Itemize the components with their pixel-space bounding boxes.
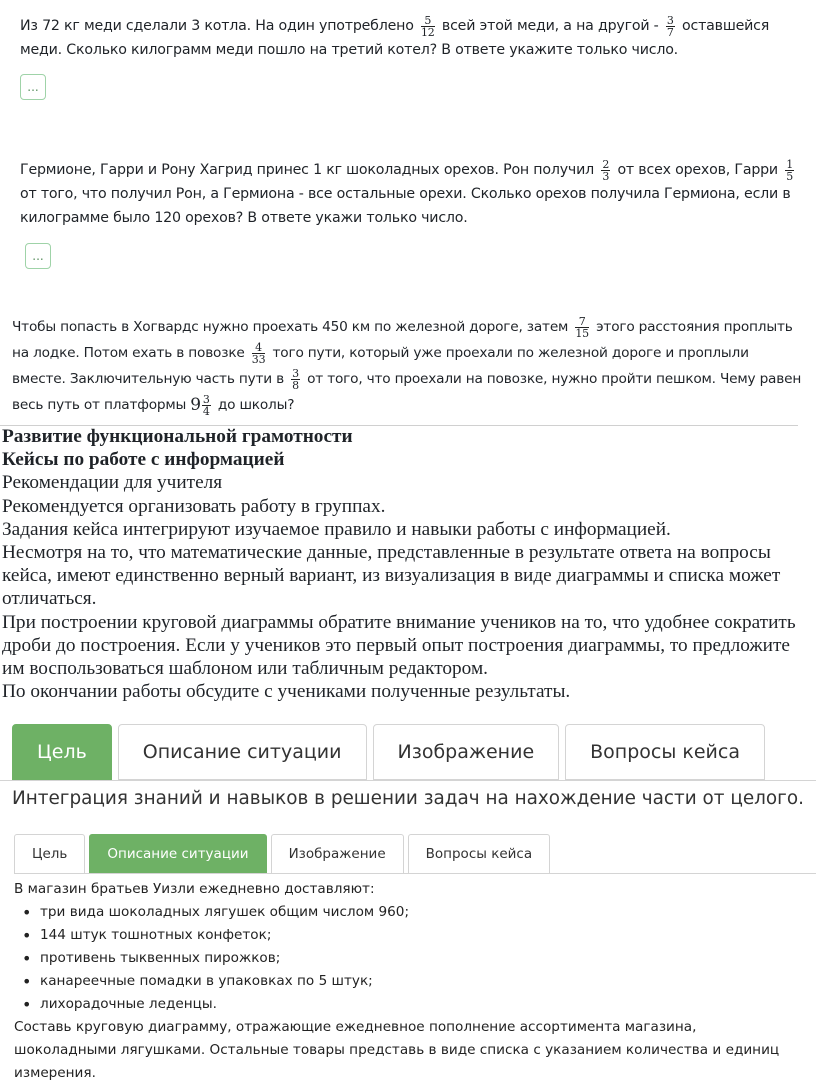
list-item: • канареечные помадки в упаковках по 5 штук;	[40, 970, 800, 993]
tab-case-questions[interactable]: Вопросы кейса	[408, 834, 550, 874]
tab-case-questions[interactable]: Вопросы кейса	[565, 724, 765, 780]
goal-content: Интеграция знаний и навыков в решении задач на нахождение части от целого.	[12, 788, 804, 809]
paragraph: При построении круговой диаграммы обратите внимание учеников на то, что удобнее сократить дроби до построения. Если у учеников это первый опыт построения диаграммы, то предложите им воспользоваться шаблоном или табличным редактором.	[2, 611, 796, 680]
tab-goal[interactable]: Цель	[14, 834, 85, 874]
tab-situation-description[interactable]: Описание ситуации	[118, 724, 367, 780]
fraction: $\frac{1}{5}$	[786, 157, 794, 183]
list-item: • противень тыквенных пирожков;	[40, 947, 800, 970]
fraction: $\frac{4}{33}$	[251, 340, 266, 366]
fraction: $\frac{5}{12}$	[421, 13, 435, 39]
tab-situation-description[interactable]: Описание ситуации	[89, 834, 266, 874]
task-2-answer-button[interactable]: ...	[25, 243, 51, 269]
list-item: • 144 штук тошнотных конфеток;	[40, 924, 800, 947]
list-item: • три вида шоколадных лягушек общим числом 960;	[40, 901, 800, 924]
case-instruction: Составь круговую диаграмму, отражающие ежедневное пополнение ассортимента магазина, шоколадными лягушками. Остальные товары представь в виде списка с указанием количества и единиц измерения.	[14, 1019, 780, 1081]
paragraph: Задания кейса интегрируют изучаемое правило и навыки работы с информацией.	[2, 518, 671, 540]
case-tabs-small	[14, 834, 550, 874]
tab-goal[interactable]: Цель	[12, 724, 112, 780]
fraction: $\frac{3}{8}$	[292, 366, 299, 392]
list-item: • лихорадочные леденцы.	[40, 993, 800, 1016]
fraction: $\frac{7}{15}$	[575, 314, 589, 340]
case-tabs-large	[12, 724, 765, 780]
tabs-divider	[14, 873, 816, 874]
heading-case-information: Кейсы по работе с информацией	[2, 449, 285, 471]
tab-image[interactable]: Изображение	[373, 724, 560, 780]
teacher-recommendations	[2, 425, 812, 703]
task-2-text: Гермионе, Гарри и Рону Хагрид принес 1 кг шоколадных орехов. Рон получил $\frac{2}{3}$ от всех орехов, Гарри $\frac{1}{5}$ от того, что получил Рон, а Гермиона - все остальные орехи. Сколько орехов получила Гермиона, если в килограмме было 120 орехов? В ответе укажи только число.	[20, 157, 794, 226]
situation-description	[14, 878, 800, 1085]
task-3-text: Чтобы попасть в Хогвардс нужно проехать 450 км по железной дороге, затем $\frac{7}{15}$ этого расстояния проплыть на лодке. Потом ехать в повозке $\frac{4}{33}$ того пути, который уже проехали по железной дороге и проплыли вместе. Заключительную часть пути в $\frac{3}{8}$ от того, что проехали на повозке, нужно пройти пешком. Чему равен весь путь от платформы 9 $\frac{3}{4}$ до школы?	[12, 314, 802, 418]
paragraph: По окончании работы обсудите с учениками полученные результаты.	[2, 681, 571, 703]
tabs-divider	[0, 780, 816, 781]
fraction: $\frac{3}{7}$	[666, 13, 674, 39]
fraction: $\frac{3}{4}$	[202, 392, 210, 418]
mixed-number: 9	[190, 395, 201, 415]
case-intro: В магазин братьев Уизли ежедневно доставляют:	[14, 881, 375, 897]
delivery-list	[14, 901, 800, 1016]
tab-image[interactable]: Изображение	[271, 834, 404, 874]
task-1-answer-button[interactable]: ...	[20, 74, 46, 100]
paragraph: Рекомендации для учителя	[2, 472, 223, 494]
fraction: $\frac{2}{3}$	[602, 157, 610, 183]
paragraph: Рекомендуется организовать работу в группах.	[2, 495, 386, 517]
heading-functional-literacy: Развитие функциональной грамотности	[2, 426, 353, 447]
paragraph: Несмотря на то, что математические данные, представленные в результате ответа на вопросы кейса, имеют единственно верный вариант, из визуализация в виде диаграммы и списка может отличаться.	[2, 542, 781, 610]
task-1-text: Из 72 кг меди сделали 3 котла. На один употреблено $\frac{5}{12}$ всей этой меди, а на другой - $\frac{3}{7}$ оставшейся меди. Сколько килограмм меди пошло на третий котел? В ответе укажите только число.	[20, 13, 770, 58]
